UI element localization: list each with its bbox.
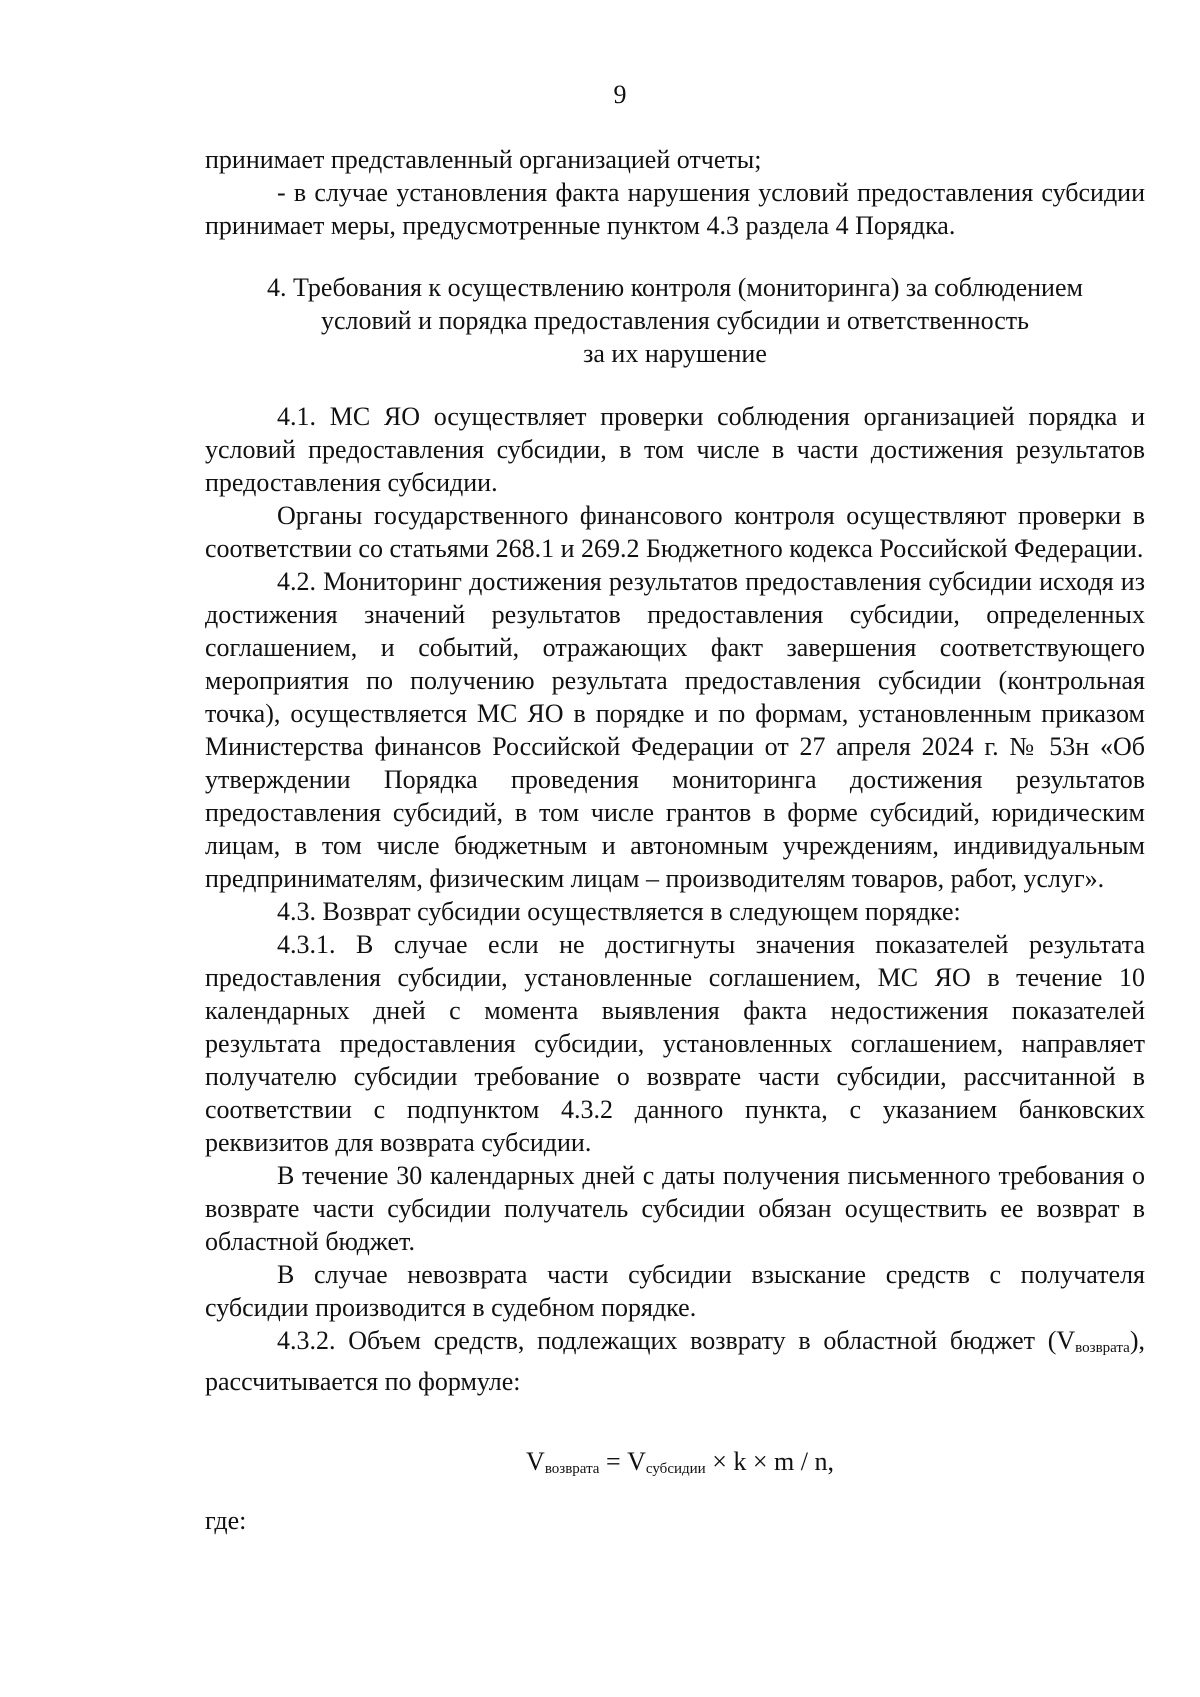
- formula: [205, 1445, 1145, 1486]
- formula-sub-subsidy: субсидии: [645, 1461, 706, 1477]
- paragraph-financial-control: Органы государственного финансового контроля осуществляют проверки в соответствии со статьями 268.1 и 269.2 Бюджетного кодекса Российской Федерации.: [205, 501, 1145, 563]
- paragraph-4-1: 4.1. МС ЯО осуществляет проверки соблюдения организацией порядка и условий предоставления субсидии, в том числе в части достижения результатов предоставления субсидии.: [205, 402, 1145, 497]
- section-heading-line-3: за их нарушение: [583, 339, 767, 368]
- paragraph-30-days: В течение 30 календарных дней с даты получения письменного требования о возврате части субсидии получатель субсидии обязан осуществить ее возврат в областной бюджет.: [205, 1161, 1145, 1256]
- paragraph-4-3-2-subscript: возврата: [1075, 1340, 1130, 1356]
- document-body: [205, 143, 1145, 1537]
- paragraph-court: В случае невозврата части субсидии взыскание средств с получателя субсидии производится в судебном порядке.: [205, 1260, 1145, 1322]
- section-heading-line-2: условий и порядка предоставления субсидии и ответственность: [320, 306, 1030, 335]
- section-heading-line-1: 4. Требования к осуществлению контроля (мониторинга) за соблюдением: [267, 273, 1083, 302]
- paragraph-4-3-2-text-a: 4.3.2. Объем средств, подлежащих возврату в областной бюджет (V: [277, 1326, 1076, 1355]
- paragraph-4-3-2: [205, 1324, 1145, 1398]
- where-label: где:: [205, 1506, 247, 1535]
- paragraph-4-3-1: 4.3.1. В случае если не достигнуты значения показателей результата предоставления субсидии, установленные соглашением, МС ЯО в течение 10 календарных дней с момента выявления факта недостижения показателей результата предоставления субсидии, установленных соглашением, направляет получателю субсидии требование о возврате части субсидии, рассчитанной в соответствии с подпунктом 4.3.2 данного пункта, с указанием банковских реквизитов для возврата субсидии.: [205, 930, 1145, 1157]
- page-number: 9: [613, 80, 627, 109]
- paragraph-4-3: 4.3. Возврат субсидии осуществляется в следующем порядке:: [277, 897, 961, 926]
- formula-v: V: [526, 1447, 545, 1476]
- formula-equals: = V: [599, 1447, 646, 1476]
- paragraph-violation-measures-a: - в случае установления факта нарушения условий предоставления: [277, 178, 1034, 207]
- formula-sub-return: возврата: [544, 1461, 600, 1477]
- formula-rest: × k × m / n,: [705, 1447, 834, 1476]
- section-heading: [205, 271, 1145, 370]
- paragraph-violation-measures-b: субсидии принимает меры, предусмотренные пунктом 4.3 раздела 4 Порядка.: [205, 178, 1145, 240]
- paragraph-4-2: 4.2. Мониторинг достижения результатов предоставления субсидии исходя из достижения значений результатов предоставления субсидии, определенных соглашением, и событий, отражающих факт завершения соответствующего мероприятия по получению результата предоставления субсидии (контрольная точка), осуществляется МС ЯО в порядке и по формам, установленным приказом Министерства финансов Российской Федерации от 27 апреля 2024 г. № 53н «Об утверждении Порядка проведения мониторинга достижения результатов предоставления субсидий, в том числе грантов в форме субсидий, юридическим лицам, в том числе бюджетным и автономным учреждениям, индивидуальным предпринимателям, физическим лицам – производителям товаров, работ, услуг».: [205, 567, 1145, 893]
- paragraph-4-3-2-text-b: ), рассчитывается по формуле:: [205, 1326, 1145, 1396]
- paragraph-violation-measures: [205, 176, 1145, 242]
- paragraph-continuation: принимает представленный организацией отчеты;: [205, 145, 762, 174]
